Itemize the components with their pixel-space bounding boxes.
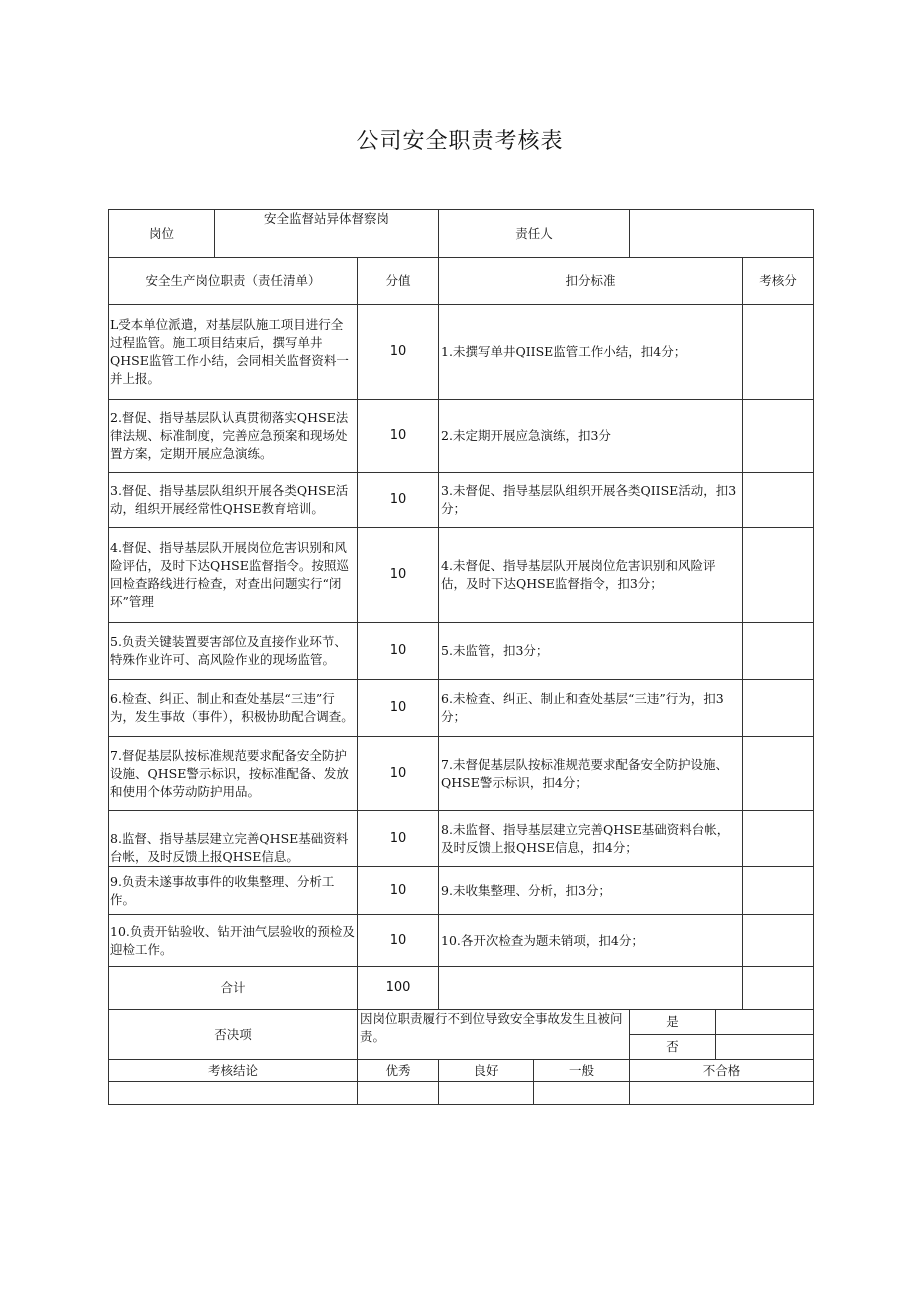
assess-cell[interactable]	[743, 400, 814, 473]
score-cell: 10	[358, 305, 439, 400]
header-row	[109, 210, 814, 258]
assessment-table	[108, 209, 814, 1105]
assess-cell[interactable]	[743, 305, 814, 400]
conclusion-header-row	[109, 1060, 814, 1082]
table-row	[109, 811, 814, 867]
veto-label: 否决项	[109, 1010, 358, 1060]
duty-cell: 10.负责开钻验收、钻开油气层验收的预检及迎检工作。	[109, 915, 358, 967]
veto-yes-label: 是	[630, 1010, 716, 1035]
deduct-cell: 6.未检查、纠正、制止和查处基层“三违”行为，扣3分；	[439, 680, 743, 737]
assess-cell[interactable]	[743, 867, 814, 915]
duty-cell: 8.监督、指导基层建立完善QHSE基础资料台帐，及时反馈上报QHSE信息。	[109, 811, 358, 867]
assess-cell[interactable]	[743, 811, 814, 867]
table-row	[109, 400, 814, 473]
conclusion-good-value[interactable]	[439, 1082, 534, 1105]
conclusion-average-value[interactable]	[534, 1082, 630, 1105]
score-cell: 10	[358, 737, 439, 811]
conclusion-average: 一般	[534, 1060, 630, 1082]
column-header-row	[109, 258, 814, 305]
table-row	[109, 305, 814, 400]
duty-cell: 7.督促基层队按标准规范要求配备安全防护设施、QHSE警示标识，按标准配备、发放和使用个体劳动防护用品。	[109, 737, 358, 811]
score-cell: 10	[358, 400, 439, 473]
col-deduct-header: 扣分标准	[439, 258, 743, 305]
deduct-cell: 9.未收集整理、分析，扣3分；	[439, 867, 743, 915]
duty-cell: 9.负责未遂事故事件的收集整理、分析工作。	[109, 867, 358, 915]
assess-cell[interactable]	[743, 473, 814, 528]
col-duty-header: 安全生产岗位职责（责任清单）	[109, 258, 358, 305]
score-cell: 10	[358, 473, 439, 528]
person-label: 责任人	[439, 210, 630, 258]
conclusion-fail-value[interactable]	[630, 1082, 814, 1105]
duty-cell: 2.督促、指导基层队认真贯彻落实QHSE法律法规、标准制度，完善应急预案和现场处置方案，定期开展应急演练。	[109, 400, 358, 473]
conclusion-fail: 不合格	[630, 1060, 814, 1082]
col-assess-header: 考核分	[743, 258, 814, 305]
assess-cell[interactable]	[743, 528, 814, 623]
veto-yes-value[interactable]	[716, 1010, 814, 1035]
deduct-cell: 2.未定期开展应急演练，扣3分	[439, 400, 743, 473]
person-value[interactable]	[630, 210, 814, 258]
table-row	[109, 915, 814, 967]
duty-cell: 4.督促、指导基层队开展岗位危害识别和风险评估，及时下达QHSE监督指令。按照巡回检查路线进行检查，对查出问题实行“闭环”管理	[109, 528, 358, 623]
conclusion-excellent-value[interactable]	[358, 1082, 439, 1105]
score-cell: 10	[358, 680, 439, 737]
total-score: 100	[358, 967, 439, 1010]
total-assess-cell[interactable]	[743, 967, 814, 1010]
conclusion-value-cell[interactable]	[109, 1082, 358, 1105]
table-row	[109, 623, 814, 680]
duty-cell: 6.检查、纠正、制止和查处基层“三违”行为，发生事故（事件），积极协助配合调查。	[109, 680, 358, 737]
score-cell: 10	[358, 528, 439, 623]
table-row	[109, 528, 814, 623]
conclusion-excellent: 优秀	[358, 1060, 439, 1082]
duty-cell: 3.督促、指导基层队组织开展各类QHSE活动，组织开展经常性QHSE教育培训。	[109, 473, 358, 528]
deduct-cell: 10.各开次检查为题未销项，扣4分；	[439, 915, 743, 967]
conclusion-good: 良好	[439, 1060, 534, 1082]
score-cell: 10	[358, 867, 439, 915]
deduct-cell: 5.未监管，扣3分；	[439, 623, 743, 680]
table-row	[109, 473, 814, 528]
veto-no-value[interactable]	[716, 1035, 814, 1060]
total-label: 合计	[109, 967, 358, 1010]
table-row	[109, 737, 814, 811]
conclusion-value-row	[109, 1082, 814, 1105]
assess-cell[interactable]	[743, 680, 814, 737]
conclusion-label: 考核结论	[109, 1060, 358, 1082]
veto-text: 因岗位职责履行不到位导致安全事故发生且被问责。	[358, 1010, 630, 1060]
total-row	[109, 967, 814, 1010]
assess-cell[interactable]	[743, 737, 814, 811]
score-cell: 10	[358, 915, 439, 967]
score-cell: 10	[358, 811, 439, 867]
deduct-cell: 1.未撰写单井QIISE监管工作小结，扣4分；	[439, 305, 743, 400]
table-row	[109, 680, 814, 737]
post-label: 岗位	[109, 210, 215, 258]
deduct-cell: 4.未督促、指导基层队开展岗位危害识别和风险评估，及时下达QHSE监督指令，扣3分；	[439, 528, 743, 623]
post-value[interactable]: 安全监督站异体督察岗	[215, 210, 439, 258]
table-row	[109, 867, 814, 915]
page-title: 公司安全职责考核表	[356, 129, 564, 154]
deduct-cell: 7.未督促基层队按标准规范要求配备安全防护设施、QHSE警示标识，扣4分；	[439, 737, 743, 811]
score-cell: 10	[358, 623, 439, 680]
assess-cell[interactable]	[743, 623, 814, 680]
duty-cell: 5.负责关键装置要害部位及直接作业环节、特殊作业许可、高风险作业的现场监管。	[109, 623, 358, 680]
veto-no-label: 否	[630, 1035, 716, 1060]
duty-cell: L受本单位派遣，对基层队施工项目进行全过程监管。施工项目结束后，撰写单井QHSE监管工作小结，会同相关监督资料一并上报。	[109, 305, 358, 400]
veto-row-yes	[109, 1010, 814, 1035]
deduct-cell: 3.未督促、指导基层队组织开展各类QIISE活动，扣3分；	[439, 473, 743, 528]
assess-cell[interactable]	[743, 915, 814, 967]
col-score-header: 分值	[358, 258, 439, 305]
total-deduct-cell	[439, 967, 743, 1010]
deduct-cell: 8.未监督、指导基层建立完善QHSE基础资料台帐，及时反馈上报QHSE信息，扣4分；	[439, 811, 743, 867]
